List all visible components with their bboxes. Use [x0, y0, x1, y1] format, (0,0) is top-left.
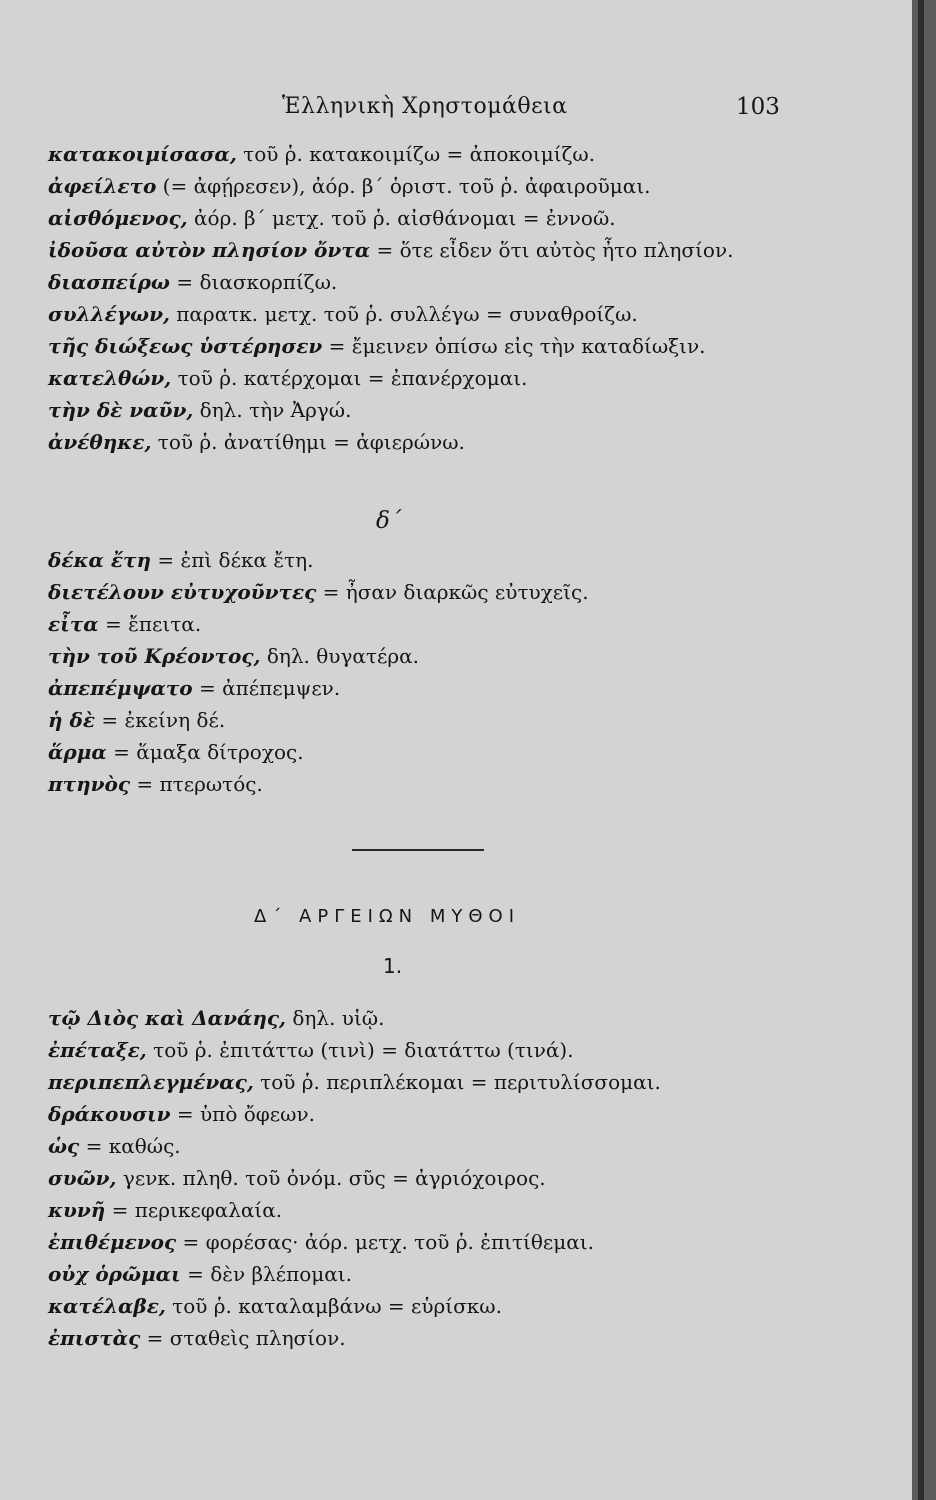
gloss-explanation: = διασκορπίζω. [176, 270, 338, 294]
gloss-explanation: = ἔπειτα. [105, 612, 202, 636]
gloss-term: συλλέγων, [48, 302, 170, 326]
section-divider [352, 849, 484, 851]
gloss-entry [48, 1260, 352, 1288]
gloss-term: κατακοιμίσασα, [48, 142, 237, 166]
gloss-entry [48, 674, 340, 702]
gloss-entry [48, 1324, 346, 1352]
gloss-entry [48, 642, 419, 670]
gloss-explanation: (= ἀφῄρεσεν), ἀόρ. β΄ ὁριστ. τοῦ ῥ. ἀφαιροῦμαι. [162, 174, 651, 198]
gloss-term: τὴν δὲ ναῦν, [48, 398, 194, 422]
gloss-explanation: τοῦ ῥ. περιπλέκομαι = περιτυλίσσομαι. [260, 1070, 661, 1094]
gloss-explanation: = ἔμεινεν ὀπίσω εἰς τὴν καταδίωξιν. [328, 334, 706, 358]
gloss-explanation: = ἅμαξα δίτροχος. [113, 740, 304, 764]
gloss-term: τὴν τοῦ Κρέοντος, [48, 644, 261, 668]
gloss-term: ἀπεπέμψατο [48, 676, 193, 700]
gloss-entry [48, 738, 304, 766]
gloss-term: κυνῆ [48, 1198, 106, 1222]
gloss-term: τῷ Διὸς καὶ Δανάης, [48, 1006, 287, 1030]
gloss-entry [48, 1132, 181, 1160]
gloss-term: εἶτα [48, 612, 99, 636]
gloss-entry [48, 236, 733, 264]
gloss-explanation: = φορέσας· ἀόρ. μετχ. τοῦ ῥ. ἐπιτίθεμαι. [182, 1230, 594, 1254]
gloss-explanation: = ὅτε εἶδεν ὅτι αὐτὸς ἦτο πλησίον. [376, 238, 734, 262]
gloss-explanation: = καθώς. [85, 1134, 181, 1158]
gloss-term: ἐπιστὰς [48, 1326, 141, 1350]
gloss-entry [48, 578, 589, 606]
page-header [0, 94, 912, 124]
gloss-entry [48, 1068, 661, 1096]
gloss-explanation: = πτερωτός. [136, 772, 263, 796]
chapter-number: 1. [383, 954, 403, 978]
gloss-explanation: τοῦ ῥ. ἐπιτάττω (τινὶ) = διατάττω (τινά). [153, 1038, 574, 1062]
gloss-term: περιπεπλεγμένας, [48, 1070, 254, 1094]
gloss-explanation: = δὲν βλέπομαι. [187, 1262, 352, 1286]
gloss-entry [48, 1004, 384, 1032]
page-edge-dark [918, 0, 924, 1500]
gloss-term: διετέλουν εὐτυχοῦντες [48, 580, 317, 604]
gloss-entry [48, 610, 201, 638]
gloss-explanation: τοῦ ῥ. καταλαμβάνω = εὑρίσκω. [172, 1294, 502, 1318]
gloss-entry [48, 1196, 282, 1224]
gloss-term: πτηνὸς [48, 772, 131, 796]
page-edge-shadow [912, 0, 936, 1500]
gloss-term: κατελθών, [48, 366, 172, 390]
gloss-explanation: = ἐπὶ δέκα ἔτη. [157, 548, 314, 572]
gloss-entry [48, 428, 465, 456]
gloss-entry [48, 1036, 574, 1064]
running-title: Ἑλληνικὴ Χρηστομάθεια [282, 94, 568, 119]
gloss-explanation: ἀόρ. β΄ μετχ. τοῦ ῥ. αἰσθάνομαι = ἐννοῶ. [194, 206, 616, 230]
gloss-term: ἰδοῦσα αὐτὸν πλησίον ὄντα [48, 238, 371, 262]
gloss-explanation: = ἦσαν διαρκῶς εὐτυχεῖς. [322, 580, 589, 604]
chapter-title: Δ΄ ΑΡΓΕΙΩΝ ΜΥΘΟΙ [254, 906, 521, 927]
gloss-explanation: δηλ. τὴν Ἀργώ. [199, 398, 352, 422]
gloss-entry [48, 396, 351, 424]
gloss-explanation: τοῦ ῥ. κατέρχομαι = ἐπανέρχομαι. [177, 366, 528, 390]
gloss-term: συῶν, [48, 1166, 117, 1190]
gloss-entry [48, 364, 527, 392]
page-number: 103 [736, 94, 780, 120]
gloss-entry [48, 268, 337, 296]
gloss-term: τῆς διώξεως ὑστέρησεν [48, 334, 323, 358]
gloss-term: ἡ δὲ [48, 708, 96, 732]
gloss-term: δέκα ἔτη [48, 548, 151, 572]
gloss-explanation: τοῦ ῥ. κατακοιμίζω = ἀποκοιμίζω. [243, 142, 596, 166]
gloss-entry [48, 300, 638, 328]
gloss-entry [48, 706, 225, 734]
gloss-term: ὡς [48, 1134, 80, 1158]
gloss-explanation: = ἐκείνη δέ. [101, 708, 226, 732]
gloss-term: διασπείρω [48, 270, 170, 294]
gloss-entry [48, 204, 616, 232]
gloss-term: ἅρμα [48, 740, 107, 764]
gloss-explanation: τοῦ ῥ. ἀνατίθημι = ἀφιερώνω. [157, 430, 465, 454]
gloss-explanation: = ὑπὸ ὄφεων. [176, 1102, 315, 1126]
gloss-explanation: γενκ. πληθ. τοῦ ὀνόμ. σῦς = ἀγριόχοιρος. [122, 1166, 546, 1190]
gloss-entry [48, 546, 313, 574]
gloss-term: ἀνέθηκε, [48, 430, 152, 454]
gloss-term: ἀφείλετο [48, 174, 157, 198]
gloss-explanation: = περικεφαλαία. [111, 1198, 283, 1222]
gloss-term: ἐπέταξε, [48, 1038, 147, 1062]
gloss-entry [48, 332, 706, 360]
gloss-explanation: παρατκ. μετχ. τοῦ ῥ. συλλέγω = συναθροίζω. [176, 302, 638, 326]
gloss-term: κατέλαβε, [48, 1294, 166, 1318]
gloss-entry [48, 1100, 315, 1128]
gloss-term: δράκουσιν [48, 1102, 171, 1126]
gloss-entry [48, 1164, 546, 1192]
gloss-explanation: δηλ. υἱῷ. [292, 1006, 385, 1030]
gloss-entry [48, 1228, 594, 1256]
gloss-term: οὐχ ὁρῶμαι [48, 1262, 181, 1286]
gloss-explanation: = ἀπέπεμψεν. [199, 676, 341, 700]
gloss-explanation: δηλ. θυγατέρα. [266, 644, 419, 668]
section-heading-delta: δ΄ [376, 508, 402, 534]
gloss-term: ἐπιθέμενος [48, 1230, 177, 1254]
gloss-explanation: = σταθεὶς πλησίον. [146, 1326, 346, 1350]
gloss-entry [48, 140, 595, 168]
gloss-entry [48, 770, 263, 798]
gloss-term: αἰσθόμενος, [48, 206, 188, 230]
gloss-entry [48, 172, 651, 200]
gloss-entry [48, 1292, 502, 1320]
